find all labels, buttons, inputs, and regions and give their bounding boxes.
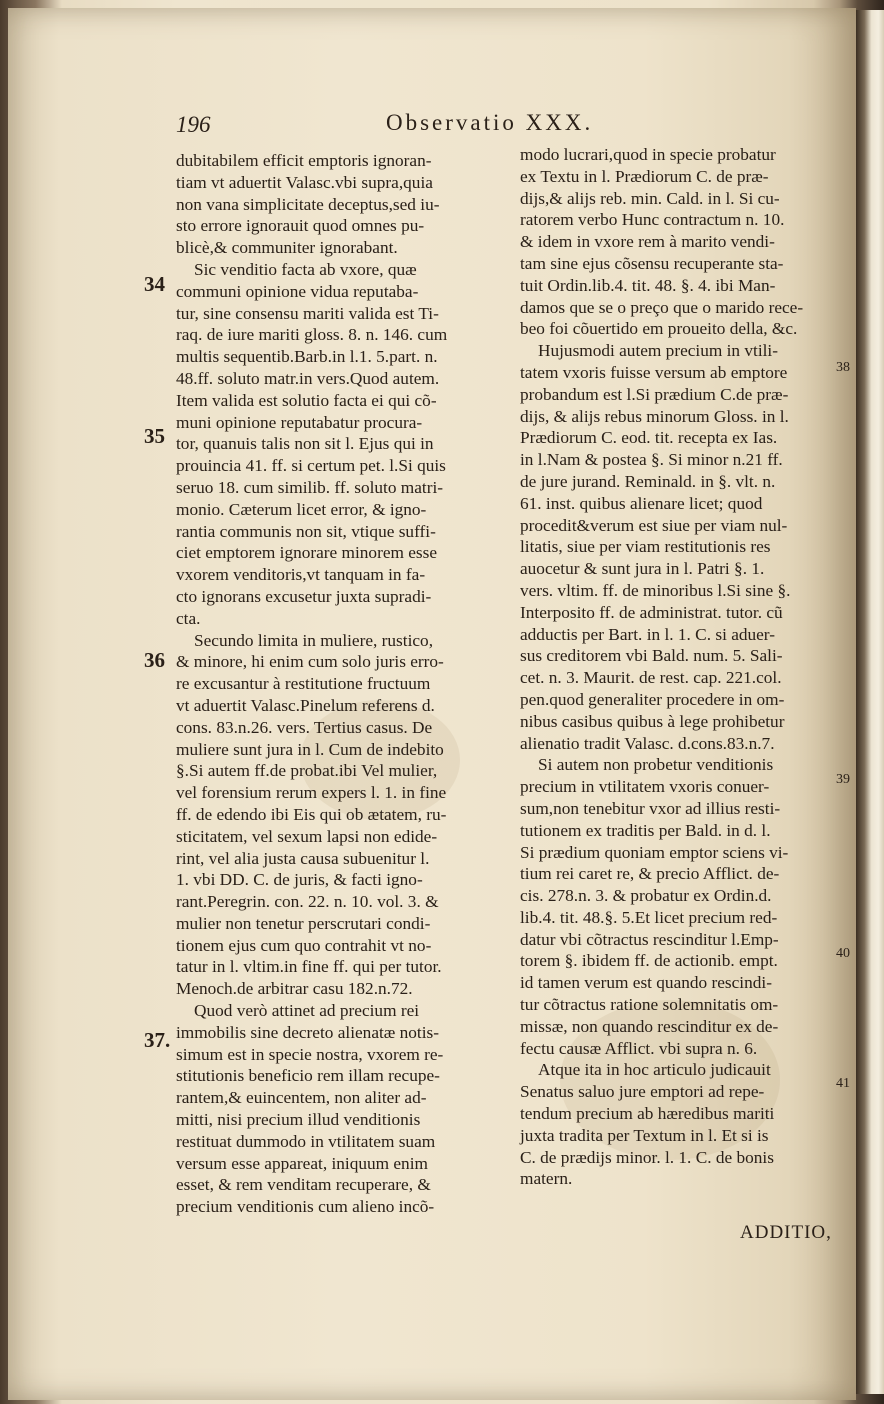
text-line: non vana simplicitate deceptus,sed iu- — [176, 194, 440, 214]
text-line: communi opinione vidua reputaba- — [176, 281, 419, 301]
text-line: cta. — [176, 608, 201, 628]
text-line: 1. vbi DD. C. de juris, & facti igno- — [176, 870, 423, 890]
right-text-column — [520, 144, 850, 1190]
text-line: rantia communis non sit, vtique suffi- — [176, 521, 436, 541]
text-line: torem §. ibidem ff. de actionib. empt. — [520, 951, 778, 971]
text-line: ciet emptorem ignorare minorem esse — [176, 543, 438, 563]
text-line: tuit Ordin.lib.4. tit. 48. §. 4. ibi Man- — [520, 275, 776, 295]
text-line: sus creditorem vbi Bald. num. 5. Sali- — [520, 646, 783, 666]
text-line: auocetur & sunt jura in l. Patri §. 1. — [520, 559, 765, 579]
margin-number: 34 — [144, 272, 165, 296]
text-line: & minore, hi enim cum solo juris erro- — [176, 652, 444, 672]
margin-number: 38 — [836, 360, 850, 375]
text-line: Interposito ff. de administrat. tutor. cũ — [520, 602, 783, 622]
text-line: in l.Nam & postea §. Si minor n.21 ff. — [520, 450, 783, 470]
text-line: juxta tradita per Textum in l. Et si is — [520, 1125, 769, 1145]
text-line: vxorem venditoris,vt tanquam in fa- — [176, 565, 426, 585]
text-line: pen.quod generaliter procedere in om- — [520, 689, 785, 709]
margin-number: 41 — [836, 1076, 850, 1091]
text-line: mitti, nisi precium illud venditionis — [176, 1110, 421, 1130]
text-line: blicè,& communiter ignorabant. — [176, 238, 398, 258]
text-line: dijs,& alijs reb. min. Cald. in l. Si cu- — [520, 188, 780, 208]
text-line: raq. de iure mariti gloss. 8. n. 146. cum — [176, 325, 448, 345]
text-line: stitutionis beneficio rem illam recupe- — [176, 1066, 440, 1086]
text-line: modo lucrari,quod in specie probatur — [520, 145, 776, 164]
text-line: versum esse appareat, iniquum enim — [176, 1153, 428, 1173]
text-line: prouincia 41. ff. si certum pet. l.Si quis — [176, 456, 446, 476]
text-line: missæ, non quando rescinditur ex de- — [520, 1016, 779, 1036]
text-line: tam sine ejus cõsensu recuperante sta- — [520, 253, 784, 273]
text-line: precium in vtilitatem vxoris conuer- — [520, 777, 770, 797]
text-line: tur, sine consensu mariti valida est Ti- — [176, 303, 439, 323]
text-line: monio. Cæterum licet error, & igno- — [176, 499, 427, 519]
text-line: matern. — [520, 1169, 573, 1189]
catchword: ADDITIO, — [740, 1222, 832, 1243]
text-line: tendum precium ab hæredibus mariti — [520, 1104, 775, 1124]
text-line: Sic venditio facta ab vxore, quæ — [194, 259, 417, 279]
text-line: multis sequentib.Barb.in l.1. 5.part. n. — [176, 347, 438, 367]
text-line: restituat dummodo in vtilitatem suam — [176, 1131, 436, 1151]
text-line: tutionem ex traditis per Bald. in d. l. — [520, 820, 771, 840]
text-line: Secundo limita in muliere, rustico, — [194, 630, 434, 650]
text-line: Quod verò attinet ad precium rei — [194, 1001, 420, 1021]
left-text-column — [176, 150, 506, 1218]
text-line: simum est in specie nostra, vxorem re- — [176, 1044, 444, 1064]
text-line: probandum est l.Si prædium C.de præ- — [520, 384, 789, 404]
text-line: mulier non tenetur perscrutari condi- — [176, 913, 431, 933]
text-line: sto errore ignorauit quod omnes pu- — [176, 216, 425, 236]
text-line: ex Textu in l. Prædiorum C. de præ- — [520, 166, 769, 186]
text-line: dijs, & alijs rebus minorum Gloss. in l. — [520, 406, 789, 426]
text-line: Senatus saluo jure emptori ad repe- — [520, 1082, 765, 1102]
text-line: Atque ita in hoc articulo judicauit — [538, 1060, 771, 1080]
text-line: alienatio tradit Valasc. d.cons.83.n.7. — [520, 733, 775, 753]
text-line: procedit&verum est siue per viam nul- — [520, 515, 788, 535]
text-line: cet. n. 3. Maurit. de rest. cap. 221.col. — [520, 668, 782, 688]
text-line: litatis, siue per viam restitutionis res — [520, 537, 771, 557]
text-line: de jure jurand. Reminald. in §. vlt. n. — [520, 471, 776, 491]
text-line: precium venditionis cum alieno incõ- — [176, 1197, 435, 1217]
text-line: adductis per Bart. in l. 1. C. si aduer- — [520, 624, 775, 644]
margin-number: 35 — [144, 424, 165, 448]
margin-number: 37. — [144, 1028, 171, 1052]
text-line: 61. inst. quibus alienare licet; quod — [520, 493, 763, 513]
text-line: Hujusmodi autem precium in vtili- — [538, 341, 778, 361]
text-line: damos que se o preço que o marido rece- — [520, 297, 804, 317]
text-line: re excusantur à restitutione fructuum — [176, 674, 431, 694]
text-line: tium rei caret re, & precio Afflict. de- — [520, 864, 780, 884]
text-line: tur cõtractus ratione solemnitatis om- — [520, 995, 779, 1015]
text-line: rant.Peregrin. con. 22. n. 10. vol. 3. & — [176, 892, 439, 912]
text-line: §.Si autem ff.de probat.ibi Vel mulier, — [176, 761, 438, 781]
text-line: dubitabilem efficit emptoris ignoran- — [176, 151, 432, 170]
text-line: muliere sunt jura in l. Cum de indebito — [176, 739, 444, 759]
text-line: beo foi cõuertido em proueito della, &c. — [520, 319, 798, 339]
page-number: 196 — [176, 112, 211, 137]
text-line: vers. vltim. ff. de minoribus l.Si sine §. — [520, 580, 791, 600]
text-line: & idem in vxore rem à marito vendi- — [520, 232, 775, 252]
text-line: immobilis sine decreto alienatæ notis- — [176, 1022, 440, 1042]
text-line: rint, vel alia justa causa subuenitur l. — [176, 848, 430, 868]
text-line: ff. de edendo ibi Eis qui ob ætatem, ru- — [176, 804, 447, 824]
text-line: rantem,& euincentem, non aliter ad- — [176, 1088, 427, 1108]
text-line: cto ignorans excusetur juxta supradi- — [176, 586, 432, 606]
text-line: id tamen verum est quando rescindi- — [520, 973, 772, 993]
text-line: sticitatem, vel sexum lapsi non edide- — [176, 826, 438, 846]
text-line: C. de prædijs minor. l. 1. C. de bonis — [520, 1147, 774, 1167]
text-line: vel forensium rerum expers l. 1. in fine — [176, 783, 447, 803]
text-line: tor, quanuis talis non sit l. Ejus qui in — [176, 434, 434, 454]
text-line: vt aduertit Valasc.Pinelum referens d. — [176, 695, 435, 715]
text-line: esset, & rem venditam recuperare, & — [176, 1175, 431, 1195]
text-line: tatur in l. vltim.in fine ff. qui per tutor. — [176, 957, 442, 977]
facing-page-edge — [856, 10, 884, 1394]
text-line: Prædiorum C. eod. tit. recepta ex Ias. — [520, 428, 778, 448]
text-line: cis. 278.n. 3. & probatur ex Ordin.d. — [520, 886, 772, 906]
text-line: cons. 83.n.26. vers. Tertius casus. De — [176, 717, 433, 737]
text-line: sum,non tenebitur vxor ad illius resti- — [520, 798, 781, 818]
text-line: ratorem verbo Hunc contractum n. 10. — [520, 210, 785, 230]
text-line: 48.ff. soluto matr.in vers.Quod autem. — [176, 368, 440, 388]
text-line: tatem vxoris fuisse versum ab emptore — [520, 362, 788, 382]
text-line: seruo 18. cum similib. ff. soluto matri- — [176, 477, 444, 497]
margin-number: 39 — [836, 772, 850, 787]
page-header — [176, 108, 636, 142]
margin-number: 40 — [836, 946, 850, 961]
text-line: tiam vt aduertit Valasc.vbi supra,quia — [176, 172, 433, 192]
text-line: nibus casibus quibus à lege prohibetur — [520, 711, 785, 731]
text-line: lib.4. tit. 48.§. 5.Et licet precium red- — [520, 907, 778, 927]
margin-number: 36 — [144, 648, 165, 672]
running-title: Observatio XXX. — [386, 110, 594, 135]
text-line: muni opinione reputabatur procura- — [176, 412, 423, 432]
text-line: Si autem non probetur venditionis — [538, 755, 774, 775]
text-line: Item valida est solutio facta ei qui cõ- — [176, 390, 437, 410]
text-line: fectu causæ Afflict. vbi supra n. 6. — [520, 1038, 758, 1058]
text-line: datur vbi cõtractus rescinditur l.Emp- — [520, 929, 779, 949]
text-line: tionem ejus cum quo contrahit vt no- — [176, 935, 432, 955]
text-line: Si prædium quoniam emptor sciens vi- — [520, 842, 789, 862]
text-line: Menoch.de arbitrar casu 182.n.72. — [176, 979, 413, 999]
